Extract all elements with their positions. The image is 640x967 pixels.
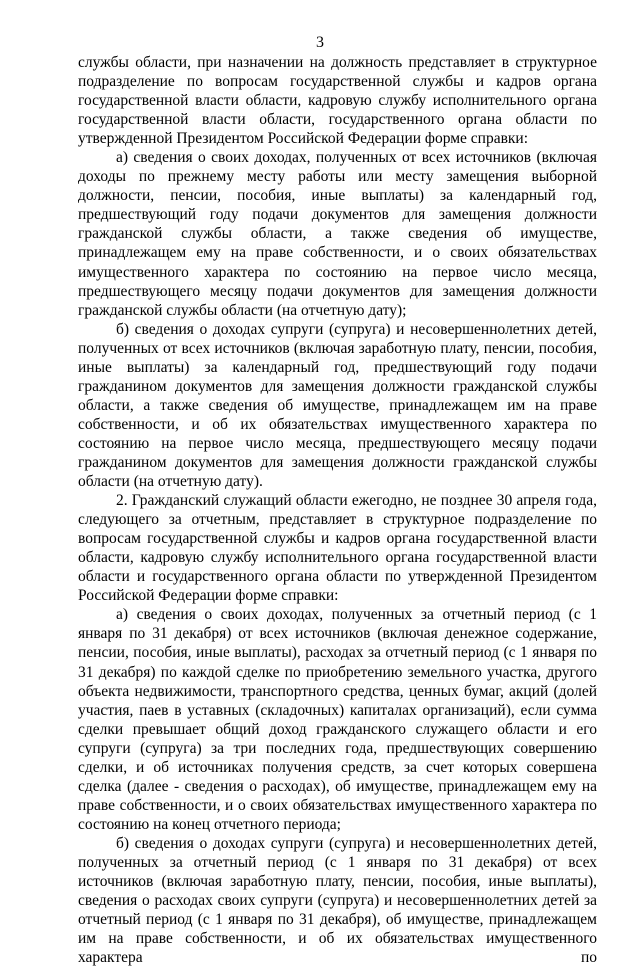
paragraph-2b-spouse-income: б) сведения о доходах супруги (супруга) и несовершеннолетних детей, полученных за отчетный период (с 1 января по 31 декабря) от всех источников (включая заработную плату, пенсии, пособия, иные выплаты), сведения о расходах своих супруги (супруга) и несовершеннолетних детей за отчетный период (с 1 января по 31 декабря), об имуществе, принадлежащем им на праве собственности, и об их обязательствах имущественного характера по — [78, 834, 597, 967]
document-body — [78, 53, 597, 967]
paragraph-1b-spouse-income: б) сведения о доходах супруги (супруга) и несовершеннолетних детей, полученных от всех источников (включая заработную плату, пенсии, пособия, иные выплаты) за календарный год, предшествующий году подачи гражданином документов для замещения должности гражданской службы области, а также сведения об имуществе, принадлежащем им на праве собственности, и об их обязательствах имущественного характера по состоянию на первое число месяца, предшествующего месяцу подачи гражданином документов для замещения должности гражданской службы области (на отчетную дату). — [78, 320, 597, 491]
paragraph-continuation: службы области, при назначении на должность представляет в структурное подразделение по вопросам государственной службы и кадров органа государственной власти области, кадровую службу исполнительного органа государственной власти области, государственного органа области по утвержденной Президентом Российской Федерации форме справки: — [78, 54, 597, 148]
paragraph-1a-own-income: а) сведения о своих доходах, полученных от всех источников (включая доходы по прежнему месту работы или месту замещения выборной должности, пенсии, пособия, иные выплаты) за календарный год, предшествующий году подачи документов для замещения должности гражданской службы области, а также сведения об имуществе, принадлежащем ему на праве собственности, и о своих обязательствах имущественного характера по состоянию на первое число месяца, предшествующего месяцу подачи документов для замещения должности гражданской службы области (на отчетную дату); — [78, 149, 597, 319]
paragraph-2a-own-income: а) сведения о своих доходах, полученных за отчетный период (с 1 января по 31 декабря) от всех источников (включая денежное содержание, пенсии, пособия, иные выплаты), расходах за отчетный период (с 1 января по 31 декабря) по каждой сделке по приобретению земельного участка, другого объекта недвижимости, транспортного средства, ценных бумаг, акций (долей участия, паев в уставных (складочных) капиталах организаций), если сумма сделки превышает общий доход гражданского служащего области и его супруги (супруга) за три последних года, предшествующих совершению сделки, и об источниках получения средств, за счет которых совершена сделка (далее - сведения о расходах), об имуществе, принадлежащем ему на праве собственности, и о своих обязательствах имущественного характера по состоянию на конец отчетного периода; — [78, 606, 597, 833]
page-number: 3 — [316, 34, 324, 51]
paragraph-2-annual-report: 2. Гражданский служащий области ежегодно, не позднее 30 апреля года, следующего за отчетным, представляет в структурное подразделение по вопросам государственной службы и кадров органа государственной власти области, кадровую службу исполнительного органа государственной власти области и государственного органа области по утвержденной Президентом Российской Федерации форме справки: — [78, 492, 597, 605]
